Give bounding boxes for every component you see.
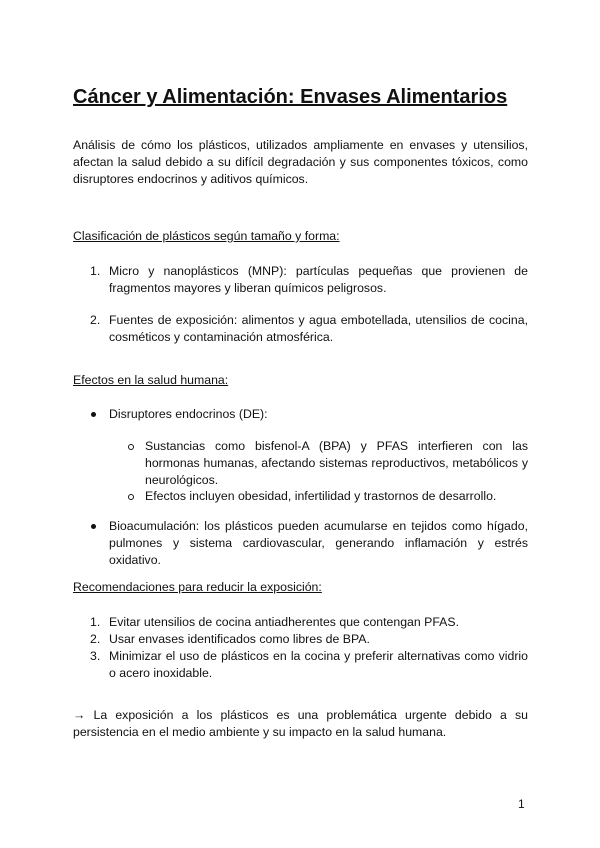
bullet-item-bioaccumulation: Bioacumulación: los plásticos pueden acumularse en tejidos como hígado, pulmones y sistema cardiovascular, generando inflamación y estrés oxidativo. [109, 519, 528, 567]
bullet-item-endocrine: Disruptores endocrinos (DE): [109, 407, 268, 421]
list-number: 2. [90, 632, 101, 646]
sub-bullet-icon [128, 494, 134, 500]
sub-item-substances: Sustancias como bisfenol-A (BPA) y PFAS interfieren con las hormonas humanas, afectando sistemas reproductivos, metabólicos y neurológicos. [145, 439, 528, 487]
page-title: Cáncer y Alimentación: Envases Alimentarios [73, 86, 508, 108]
sub-bullet-icon [128, 444, 134, 450]
sub-item-effects: Efectos incluyen obesidad, infertilidad y trastornos de desarrollo. [145, 489, 497, 503]
list-number: 3. [90, 649, 101, 663]
bullet-icon [91, 524, 96, 529]
list-item-avoid-utensils: Evitar utensilios de cocina antiadherentes que contengan PFAS. [109, 615, 460, 629]
list-number: 1. [90, 264, 101, 278]
list-item-mnp: Micro y nanoplásticos (MNP): partículas pequeñas que provienen de fragmentos mayores y liberan químicos peligrosos. [109, 264, 528, 295]
list-item-minimize-plastics: Minimizar el uso de plásticos en la cocina y preferir alternativas como vidrio o acero inoxidable. [109, 649, 528, 680]
list-number: 2. [90, 313, 101, 327]
intro-paragraph: Análisis de cómo los plásticos, utilizados ampliamente en envases y utensilios, afectan la salud debido a su difícil degradación y sus componentes tóxicos, como disruptores endocrinos y aditivos químicos. [73, 138, 528, 186]
list-item-bpa-free: Usar envases identificados como libres de BPA. [109, 632, 370, 646]
list-item-exposure-sources: Fuentes de exposición: alimentos y agua embotellada, utensilios de cocina, cosméticos y contaminación atmosférica. [109, 313, 528, 344]
section-heading-recommendations: Recomendaciones para reducir la exposición: [73, 580, 322, 594]
page-number: 1 [518, 797, 525, 811]
bullet-icon [91, 412, 96, 417]
section-heading-classification: Clasificación de plásticos según tamaño y forma: [73, 229, 340, 243]
section-heading-health-effects: Efectos en la salud humana: [73, 373, 229, 387]
conclusion-paragraph: → La exposición a los plásticos es una problemática urgente debido a su persistencia en el medio ambiente y su impacto en la salud humana. [73, 708, 528, 739]
list-number: 1. [90, 615, 101, 629]
